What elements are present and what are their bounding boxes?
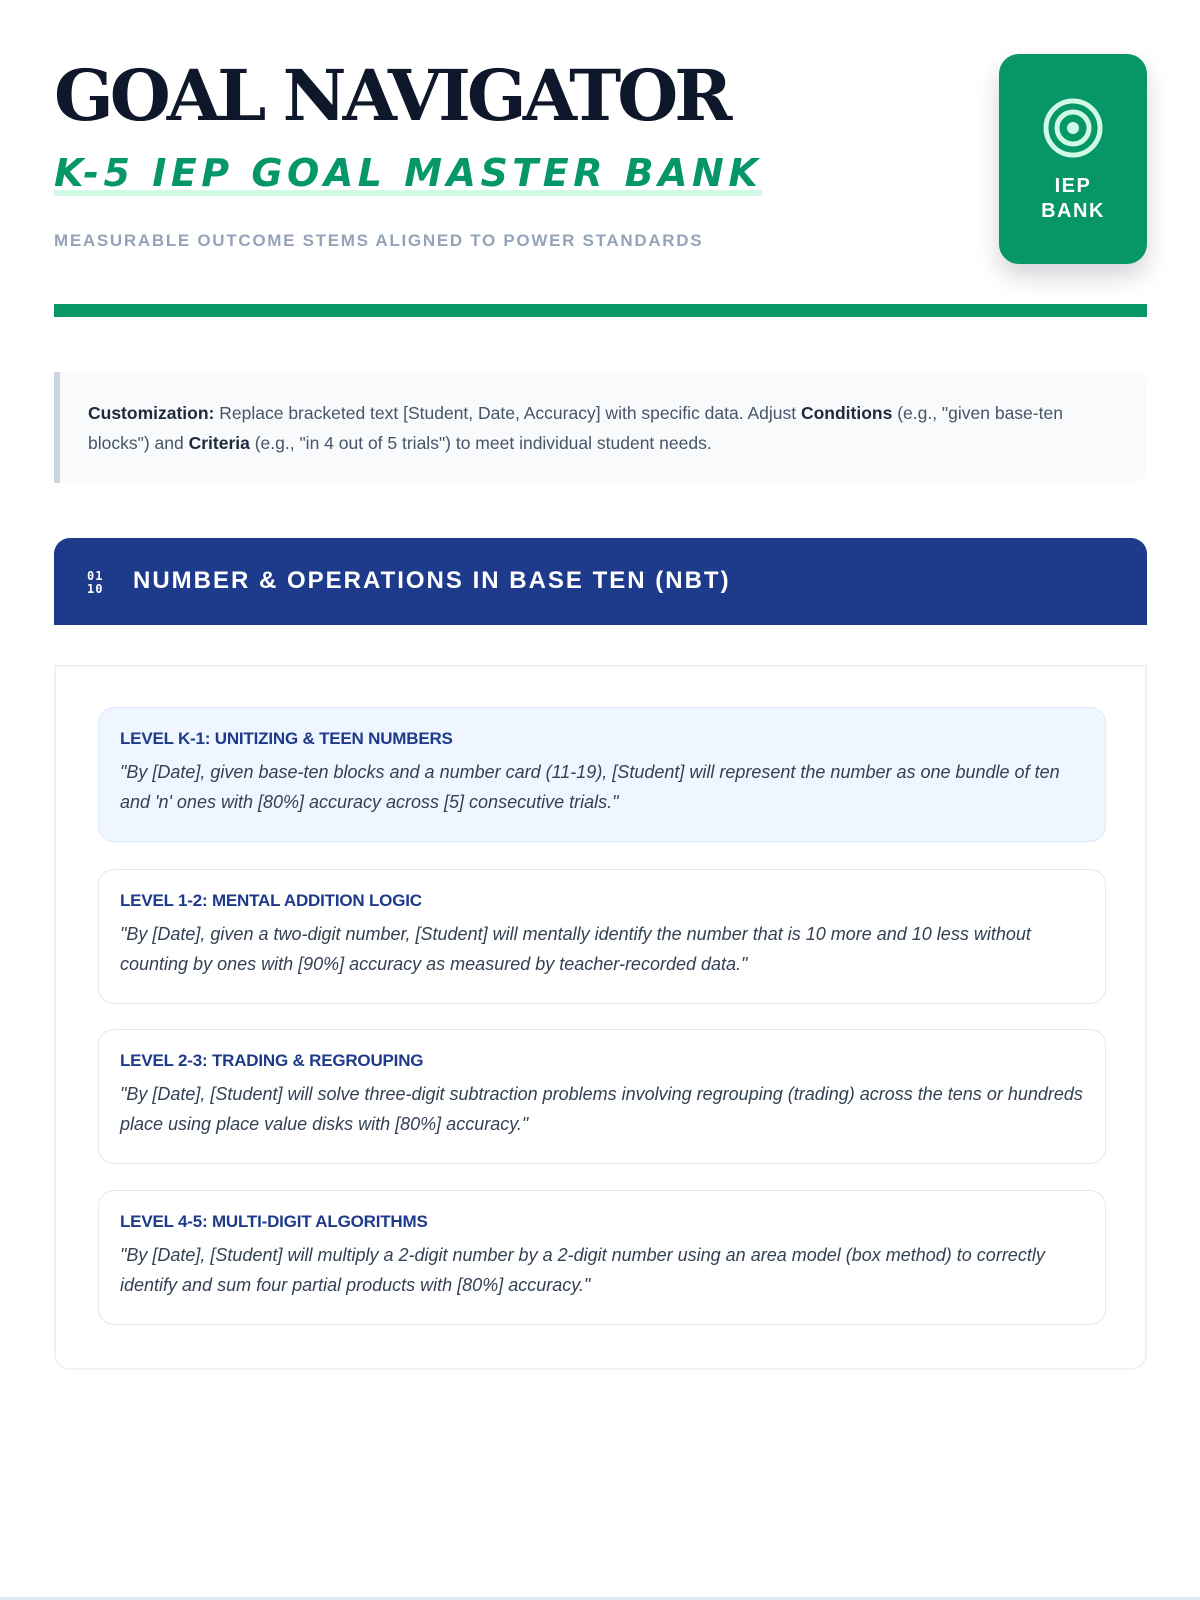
goal-text: "By [Date], [Student] will solve three-digit subtraction problems involving regrouping (trading) across the tens or hundreds place using place value disks with [80%] accuracy." xyxy=(120,1084,1083,1134)
goal-level: LEVEL 2-3: TRADING & REGROUPING xyxy=(120,1051,424,1070)
goal-text: "By [Date], [Student] will multiply a 2-digit number by a 2-digit number using an area model (box method) to correctly identify and sum four partial products with [80%] accuracy." xyxy=(120,1245,1045,1295)
iep-bank-badge xyxy=(999,54,1147,264)
goal-level: LEVEL K-1: UNITIZING & TEEN NUMBERS xyxy=(120,729,453,748)
section-title: NUMBER & OPERATIONS IN BASE TEN (NBT) xyxy=(133,567,731,594)
goal-card xyxy=(98,1029,1106,1164)
header xyxy=(54,0,1147,320)
customization-note xyxy=(54,372,1147,483)
goal-text: "By [Date], given a two-digit number, [Student] will mentally identify the number that is 10 more and 10 less without counting by ones with [90%] accuracy as measured by teacher-recorded data." xyxy=(120,924,1031,974)
goal-card xyxy=(98,707,1106,842)
page-subtitle: K-5 IEP GOAL MASTER BANK xyxy=(54,151,763,195)
header-divider xyxy=(54,304,1147,317)
badge-label-line2: BANK xyxy=(1041,200,1105,222)
goal-level: LEVEL 4-5: MULTI-DIGIT ALGORITHMS xyxy=(120,1212,428,1231)
note-text: Replace bracketed text [Student, Date, Accuracy] with specific data. Adjust xyxy=(214,403,801,423)
section-header-nbt xyxy=(54,538,1147,625)
note-label-customization: Customization: xyxy=(88,403,215,423)
note-label-conditions: Conditions xyxy=(800,403,893,423)
page xyxy=(54,0,1147,1295)
target-icon xyxy=(1041,96,1105,160)
goal-card xyxy=(98,869,1106,1004)
note-text: (e.g., "given base-ten blocks") and xyxy=(88,403,1063,453)
binary-icon xyxy=(87,570,109,596)
binary-icon-line: 01 xyxy=(87,569,104,583)
goal-list xyxy=(54,665,1147,1370)
note-text: (e.g., "in 4 out of 5 trials") to meet individual student needs. xyxy=(249,433,712,453)
note-label-criteria: Criteria xyxy=(188,433,250,453)
binary-icon-line: 10 xyxy=(87,582,104,596)
goal-card xyxy=(98,1190,1106,1325)
goal-level: LEVEL 1-2: MENTAL ADDITION LOGIC xyxy=(120,891,422,910)
page-title: GOAL NAVIGATOR xyxy=(54,54,729,137)
page-tagline: MEASURABLE OUTCOME STEMS ALIGNED TO POWER STANDARDS xyxy=(54,231,704,250)
goal-text: "By [Date], given base-ten blocks and a number card (11-19), [Student] will represent the number as one bundle of ten and 'n' ones with [80%] accuracy across [5] consecutive trials." xyxy=(120,762,1060,812)
badge-label-line1: IEP xyxy=(1054,175,1092,197)
